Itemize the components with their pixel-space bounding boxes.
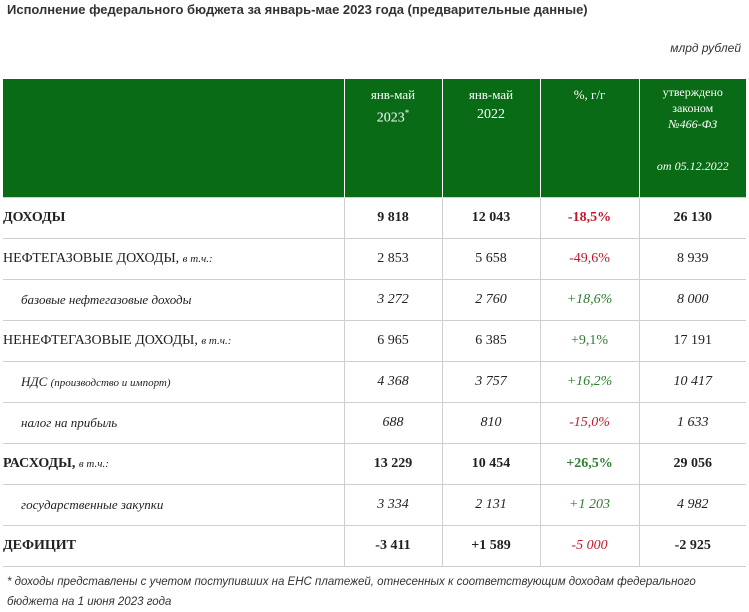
row-note: в т.ч.: bbox=[78, 458, 109, 470]
header-yoy bbox=[540, 79, 639, 198]
row-label: государственные закупки bbox=[21, 497, 164, 512]
cell-2022: 2 760 bbox=[442, 280, 540, 321]
cell-2023: 2 853 bbox=[344, 239, 442, 280]
cell-yoy: -49,6% bbox=[540, 239, 639, 280]
cell-2023: 4 368 bbox=[344, 362, 442, 403]
cell-2022: 3 757 bbox=[442, 362, 540, 403]
header-2023-period: янв-май bbox=[370, 87, 416, 102]
cell-2022: 10 454 bbox=[442, 444, 540, 485]
cell-2022: 810 bbox=[442, 403, 540, 444]
cell-2022: 2 131 bbox=[442, 485, 540, 526]
cell-yoy: +1 203 bbox=[540, 485, 639, 526]
table-row bbox=[3, 198, 746, 239]
cell-2023: 9 818 bbox=[344, 198, 442, 239]
cell-2023: 13 229 bbox=[344, 444, 442, 485]
cell-law: 10 417 bbox=[639, 362, 746, 403]
cell-law: -2 925 bbox=[639, 526, 746, 567]
header-law-line2: законом bbox=[672, 101, 714, 115]
cell-law: 29 056 bbox=[639, 444, 746, 485]
cell-law: 1 633 bbox=[639, 403, 746, 444]
header-law-date: от 05.12.2022 bbox=[656, 159, 729, 173]
row-label: НДС bbox=[21, 374, 48, 389]
cell-law: 26 130 bbox=[639, 198, 746, 239]
cell-law: 17 191 bbox=[639, 321, 746, 362]
cell-law: 8 000 bbox=[639, 280, 746, 321]
cell-law: 8 939 bbox=[639, 239, 746, 280]
header-label-column bbox=[3, 79, 344, 198]
header-2023-year: 2023 bbox=[376, 110, 405, 126]
header-2022-year: 2022 bbox=[477, 107, 505, 122]
table-row bbox=[3, 280, 746, 321]
header-2023 bbox=[344, 79, 442, 198]
header-law-number: №466-ФЗ bbox=[668, 117, 718, 131]
row-label: НЕФТЕГАЗОВЫЕ ДОХОДЫ, bbox=[3, 251, 180, 266]
row-label: налог на прибыль bbox=[21, 415, 118, 430]
table-row bbox=[3, 239, 746, 280]
cell-yoy: -15,0% bbox=[540, 403, 639, 444]
cell-yoy: -5 000 bbox=[540, 526, 639, 567]
header-2022 bbox=[442, 79, 540, 198]
cell-yoy: +18,6% bbox=[540, 280, 639, 321]
row-note: в т.ч.: bbox=[201, 335, 232, 347]
table-row bbox=[3, 362, 746, 403]
row-label: НЕНЕФТЕГАЗОВЫЕ ДОХОДЫ, bbox=[3, 333, 198, 348]
budget-table bbox=[3, 79, 746, 567]
table-row bbox=[3, 526, 746, 567]
cell-yoy: +9,1% bbox=[540, 321, 639, 362]
header-yoy-label: %, г/г bbox=[573, 87, 606, 102]
footnote-mark: * bbox=[404, 108, 410, 118]
header-law-line1: утверждено bbox=[662, 85, 723, 99]
cell-law: 4 982 bbox=[639, 485, 746, 526]
cell-2023: 688 bbox=[344, 403, 442, 444]
table-header-row bbox=[3, 79, 746, 198]
cell-yoy: +26,5% bbox=[540, 444, 639, 485]
unit-label: млрд рублей bbox=[670, 41, 741, 55]
table-row bbox=[3, 444, 746, 485]
cell-2023: 6 965 bbox=[344, 321, 442, 362]
row-label: базовые нефтегазовые доходы bbox=[21, 292, 192, 307]
row-label: ДЕФИЦИТ bbox=[3, 538, 77, 553]
row-label: ДОХОДЫ bbox=[3, 210, 66, 225]
cell-2022: 6 385 bbox=[442, 321, 540, 362]
page-title: Исполнение федерального бюджета за январь-мае 2023 года (предварительные данные) bbox=[7, 2, 588, 17]
row-note: в т.ч.: bbox=[182, 253, 213, 265]
cell-yoy: -18,5% bbox=[540, 198, 639, 239]
cell-2023: 3 272 bbox=[344, 280, 442, 321]
cell-2023: -3 411 bbox=[344, 526, 442, 567]
row-label: РАСХОДЫ, bbox=[3, 456, 76, 471]
table-row bbox=[3, 321, 746, 362]
cell-2022: +1 589 bbox=[442, 526, 540, 567]
table-row bbox=[3, 485, 746, 526]
table-row bbox=[3, 403, 746, 444]
header-law bbox=[639, 79, 746, 198]
header-2022-period: янв-май bbox=[468, 87, 514, 102]
cell-2023: 3 334 bbox=[344, 485, 442, 526]
cell-2022: 12 043 bbox=[442, 198, 540, 239]
footnote: * доходы представлены с учетом поступивших на ЕНС платежей, отнесенных к соответствующим доходам федерального бюджета на 1 июня 2023 года bbox=[7, 576, 696, 608]
cell-yoy: +16,2% bbox=[540, 362, 639, 403]
cell-2022: 5 658 bbox=[442, 239, 540, 280]
row-note: (производство и импорт) bbox=[50, 377, 171, 389]
